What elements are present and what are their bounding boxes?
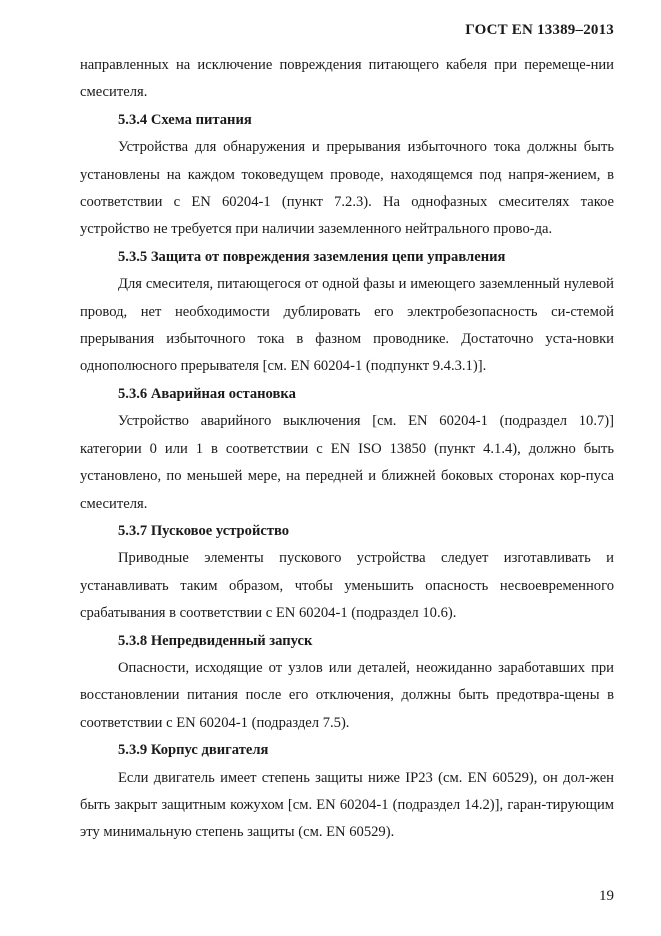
section-text-5-3-6: Устройство аварийного выключения [см. EN 60204-1 (подраздел 10.7)] категории 0 или 1 в соответствии с EN ISO 13850 (пункт 4.1.4), должно быть установлено, по меньшей мере, на передней и ближней боковых сторонах кор-пуса смесителя. — [80, 413, 614, 512]
section-text-5-3-7: Приводные элементы пускового устройства следует изготавливать и устанавливать таким образом, чтобы уменьшить опасность несвоевременного срабатывания в соответствии с EN 60204-1 (подраздел 10.6). — [80, 550, 614, 622]
section-text-5-3-5: Для смесителя, питающегося от одной фазы и имеющего заземленный нулевой провод, нет необходимости дублировать его электробезопасность си-стемой прерывания избыточного тока в фазном проводнике. Достаточно уста-новки однополюсного прерывателя [см. EN 60204-1 (подпункт 9.4.3.1)]. — [80, 276, 614, 375]
section-heading-5-3-4: 5.3.4 Схема питания — [118, 111, 252, 128]
section-heading-5-3-7: 5.3.7 Пусковое устройство — [118, 522, 290, 539]
document-body — [80, 52, 614, 847]
page-number: 19 — [599, 888, 614, 904]
standard-header: ГОСТ EN 13389–2013 — [465, 22, 614, 38]
section-heading-5-3-9: 5.3.9 Корпус двигателя — [118, 742, 269, 759]
section-text-5-3-9: Если двигатель имеет степень защиты ниже IP23 (см. EN 60529), он дол-жен быть закрыт защитным кожухом [см. EN 60204-1 (подраздел 14.2)], гаран-тирующим эту минимальную степень защиты (см. EN 60529). — [80, 769, 614, 841]
section-text-5-3-8: Опасности, исходящие от узлов или деталей, неожиданно заработавших при восстановлении питания после его отключения, должны быть предотвра-щены в соответствии с EN 60204-1 (подраздел 7.5). — [80, 659, 614, 731]
section-heading-5-3-8: 5.3.8 Непредвиденный запуск — [118, 632, 313, 649]
continuation-paragraph: направленных на исключение повреждения питающего кабеля при перемеще-нии смесителя. — [80, 57, 614, 101]
section-heading-5-3-6: 5.3.6 Аварийная остановка — [118, 385, 296, 402]
section-heading-5-3-5: 5.3.5 Защита от повреждения заземления цепи управления — [118, 248, 506, 265]
section-text-5-3-4: Устройства для обнаружения и прерывания избыточного тока должны быть установлены на каждом токоведущем проводе, находящемся под напря-жением, в соответствии с EN 60204-1 (пункт 7.2.3). На однофазных смесителях такое устройство не требуется при наличии заземленного нейтрального прово-да. — [80, 139, 614, 238]
